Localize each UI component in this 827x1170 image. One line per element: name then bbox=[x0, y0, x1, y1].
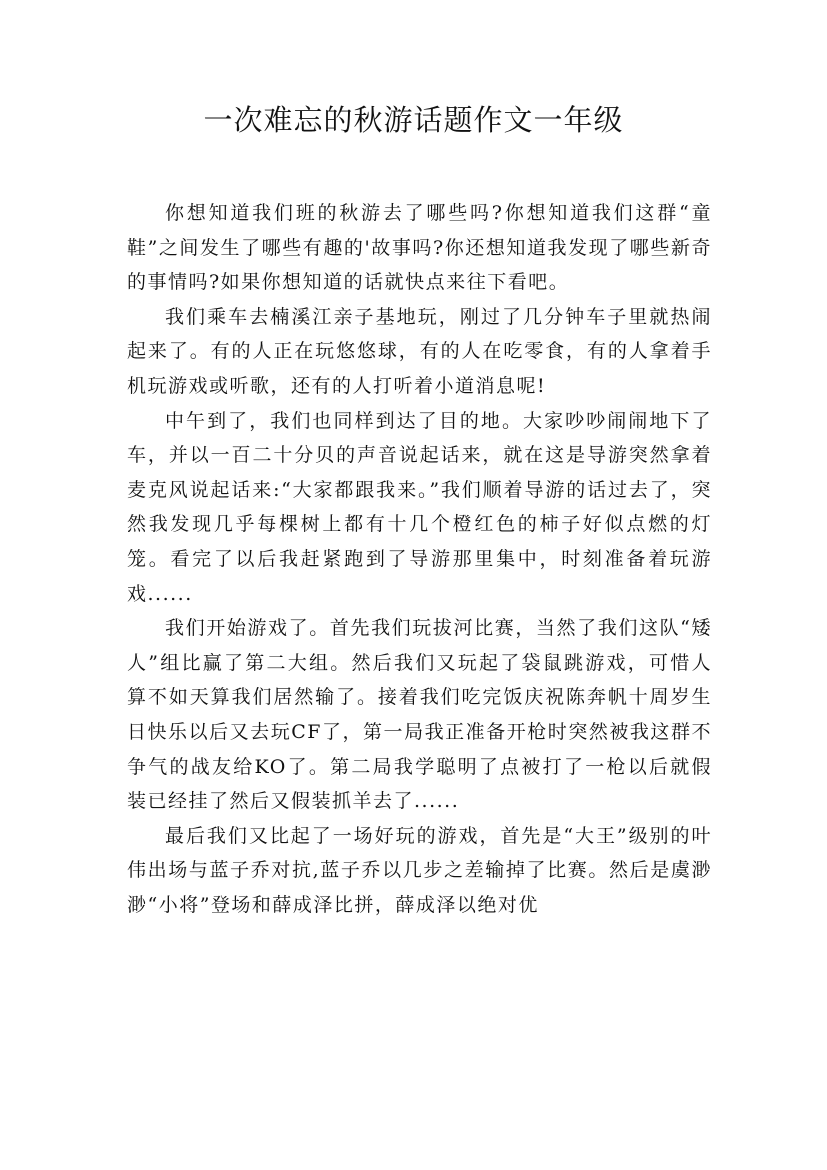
paragraph-2: 我们乘车去楠溪江亲子基地玩，刚过了几分钟车子里就热闹起来了。有的人正在玩悠悠球，有的人在吃零食，有的人拿着手机玩游戏或听歌，还有的人打听着小道消息呢! bbox=[127, 305, 712, 397]
paragraph-3: 中午到了，我们也同样到达了目的地。大家吵吵闹闹地下了车，并以一百二十分贝的声音说起话来，就在这是导游突然拿着麦克风说起话来:“大家都跟我来。”我们顺着导游的话过去了，突然我发现几乎每棵树上都有十几个橙红色的柿子好似点燃的灯笼。看完了以后我赶紧跑到了导游那里集中，时刻准备着玩游戏...... bbox=[127, 409, 712, 605]
paragraph-4: 我们开始游戏了。首先我们玩拔河比赛，当然了我们这队“矮人”组比赢了第二大组。然后我们又玩起了袋鼠跳游戏，可惜人算不如天算我们居然输了。接着我们吃完饭庆祝陈奔帆十周岁生日快乐以后又去玩CF了，第一局我正准备开枪时突然被我这群不争气的战友给KO了。第二局我学聪明了点被打了一枪以后就假装已经挂了然后又假装抓羊去了...... bbox=[127, 617, 712, 813]
paragraph-5: 最后我们又比起了一场好玩的游戏，首先是“大王”级别的叶伟出场与蓝子乔对抗,蓝子乔以几步之差输掉了比赛。然后是虞渺渺“小将”登场和薛成泽比拼，薛成泽以绝对优 bbox=[127, 824, 712, 916]
document-title: 一次难忘的秋游话题作文一年级 bbox=[203, 103, 624, 137]
document-body bbox=[127, 196, 712, 922]
paragraph-1: 你想知道我们班的秋游去了哪些吗?你想知道我们这群“童鞋”之间发生了哪些有趣的'故事吗?你还想知道我发现了哪些新奇的事情吗?如果你想知道的话就快点来往下看吧。 bbox=[127, 202, 712, 294]
